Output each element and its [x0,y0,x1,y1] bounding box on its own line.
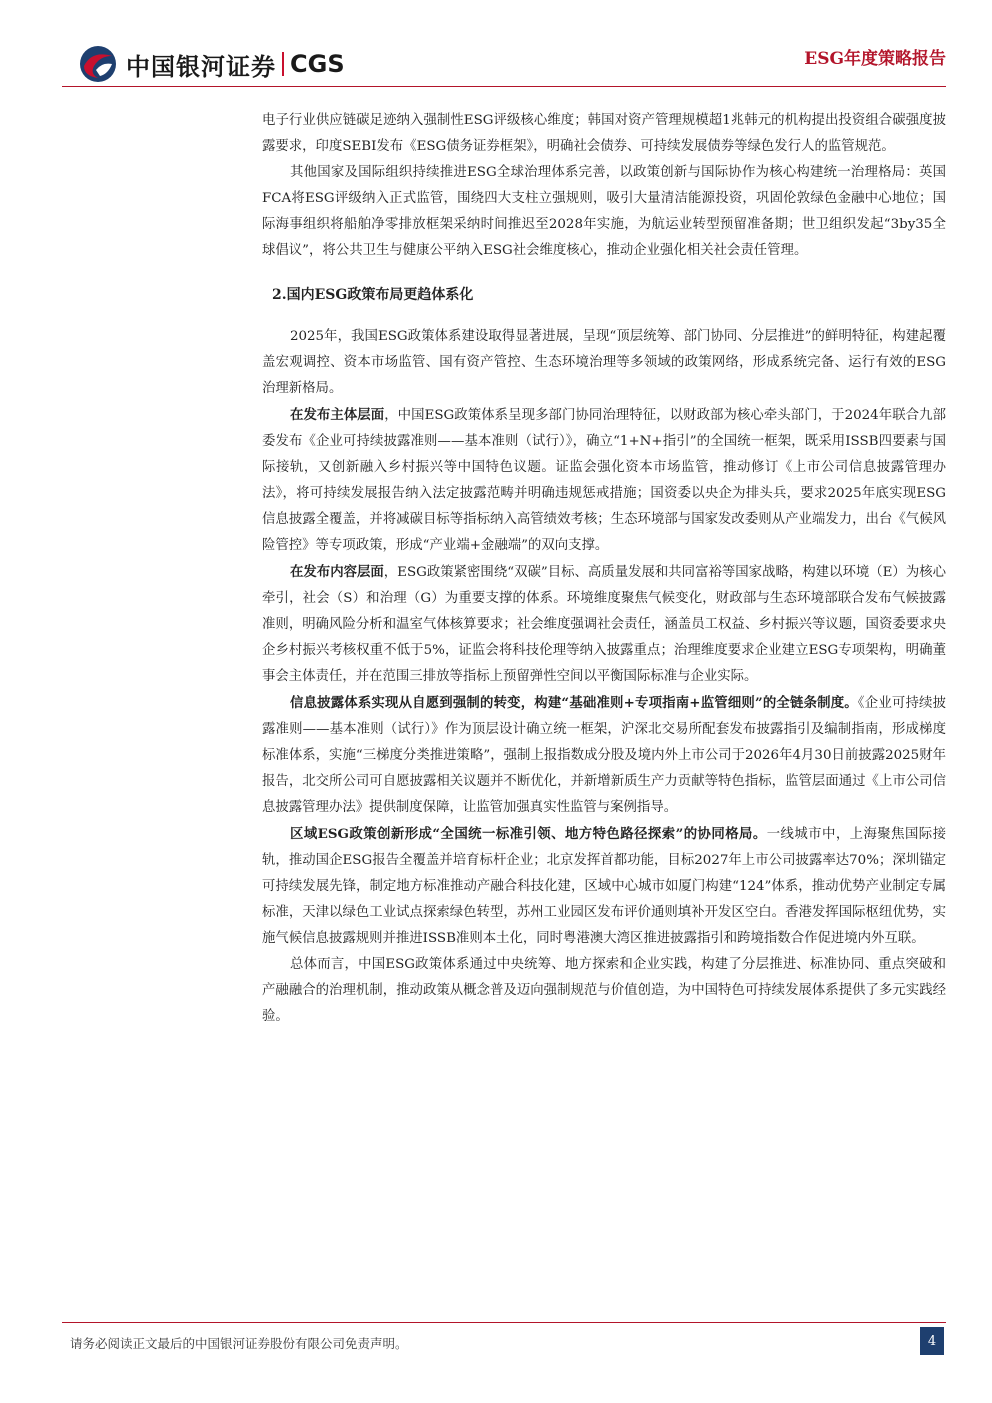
paragraph-4-lead: 在发布主体层面 [290,407,385,423]
paragraph-7-text: 一线城市中，上海聚焦国际接轨，推动国企ESG报告全覆盖并培育标杆企业；北京发挥首都功能，目标2027年上市公司披露率达70%；深圳锚定可持续发展先锋，制定地方标准推动产融合科技化建，区域中心城市如厦门构建“124”体系，推动优势产业制定专属标准，天津以绿色工业试点探索绿色转型，苏州工业园区发布评价通则填补开发区空白。香港发挥国际枢纽优势，实施气候信息披露规则并推进ISSB准则本土化，同时粤港澳大湾区推进披露指引和跨境指数合作促进境内外互联。 [262,827,947,946]
paragraph-7-lead: 区域ESG政策创新形成“全国统一标准引领、地方特色路径探索”的协同格局。 [290,826,767,842]
company-logo [78,44,345,84]
logo-separator [282,52,284,76]
paragraph-8: 总体而言，中国ESG政策体系通过中央统筹、地方探索和企业实践，构建了分层推进、标准协同、重点突破和产融融合的治理机制，推动政策从概念普及迈向强制规范与价值创造，为中国特色可持续发展体系提供了多元实践经验。 [262,957,946,1024]
paragraph-5-text: ，ESG政策紧密围绕“双碳”目标、高质量发展和共同富裕等国家战略，构建以环境（E）为核心牵引，社会（S）和治理（G）为重要支撑的体系。环境维度聚焦气候变化，财政部与生态环境部联合发布气候披露准则，明确风险分析和温室气体核算要求；社会维度强调社会责任，涵盖员工权益、乡村振兴等议题，国资委要求央企乡村振兴考核权重不低于5%，证监会将科技伦理等纳入披露重点；治理维度要求企业建立ESG专项架构，明确董事会主体责任，并在范围三排放等指标上预留弹性空间以平衡国际标准与企业实际。 [262,565,947,684]
paragraph-3: 2025年，我国ESG政策体系建设取得显著进展，呈现“顶层统筹、部门协同、分层推进”的鲜明特征，构建起覆盖宏观调控、资本市场监管、国有资产管控、生态环境治理等多领域的政策网络，形成系统完备、运行有效的ESG治理新格局。 [262,329,946,396]
cgs-logo-icon [78,44,118,84]
footer-divider [62,1322,946,1323]
paragraph-2: 其他国家及国际组织持续推进ESG全球治理体系完善，以政策创新与国际协作为核心构建统一治理格局：英国FCA将ESG评级纳入正式监管，围绕四大支柱立强规则，吸引大量清洁能源投资，巩固伦敦绿色金融中心地位；国际海事组织将船舶净零排放框架采纳时间推迟至2028年实施，为航运业转型预留准备期；世卫组织发起“3by35全球倡议”，将公共卫生与健康公平纳入ESG社会维度核心，推动企业强化相关社会责任管理。 [262,165,946,258]
footer-disclaimer: 请务必阅读正文最后的中国银河证券股份有限公司免责声明。 [70,1336,408,1351]
logo-chinese-name: 中国银河证券 [126,52,276,81]
paragraph-1: 电子行业供应链碳足迹纳入强制性ESG评级核心维度；韩国对资产管理规模超1兆韩元的机构提出投资组合碳强度披露要求，印度SEBI发布《ESG债务证券框架》，明确社会债券、可持续发展债券等绿色发行人的监管规范。 [262,113,946,154]
paragraph-7 [262,821,946,952]
paragraph-6-lead: 信息披露体系实现从自愿到强制的转变，构建“基础准则+专项指南+监管细则”的全链条制度。 [290,695,858,711]
main-content [262,108,946,1030]
logo-english-name: CGS [290,50,345,78]
paragraph-4-text: ，中国ESG政策体系呈现多部门协同治理特征，以财政部为核心牵头部门，于2024年联合九部委发布《企业可持续披露准则——基本准则（试行）》，确立“1+N+指引”的全国统一框架，既采用ISSB四要素与国际接轨，又创新融入乡村振兴等中国特色议题。证监会强化资本市场监管，推动修订《上市公司信息披露管理办法》，将可持续发展报告纳入法定披露范畴并明确违规惩戒措施；国资委以央企为排头兵，要求2025年底实现ESG信息披露全覆盖，并将减碳目标等指标纳入高管绩效考核；生态环境部与国家发改委则从产业端发力，出台《气候风险管控》等专项政策，形成“产业端+金融端”的双向支撑。 [262,408,946,553]
paragraph-4 [262,402,946,559]
paragraph-6-text: 《企业可持续披露准则——基本准则（试行）》作为顶层设计确立统一框架，沪深北交易所配套发布披露指引及编制指南，形成梯度标准体系，实施“三梯度分类推进策略”，强制上报指数成分股及境内外上市公司于2026年4月30日前披露2025财年报告，北交所公司可自愿披露相关议题并不断优化，并新增新质生产力贡献等特色指标，监管层面通过《上市公司信息披露管理办法》提供制度保障，让监管加强真实性监管与案例指导。 [262,696,946,815]
page-header [0,0,992,90]
report-title: ESG年度策略报告 [804,49,946,69]
paragraph-5 [262,559,946,690]
page-number: 4 [920,1327,944,1355]
paragraph-5-lead: 在发布内容层面 [290,564,384,580]
section-title: 2.国内ESG政策布局更趋体系化 [272,287,474,303]
header-divider [62,86,946,87]
paragraph-6 [262,690,946,821]
